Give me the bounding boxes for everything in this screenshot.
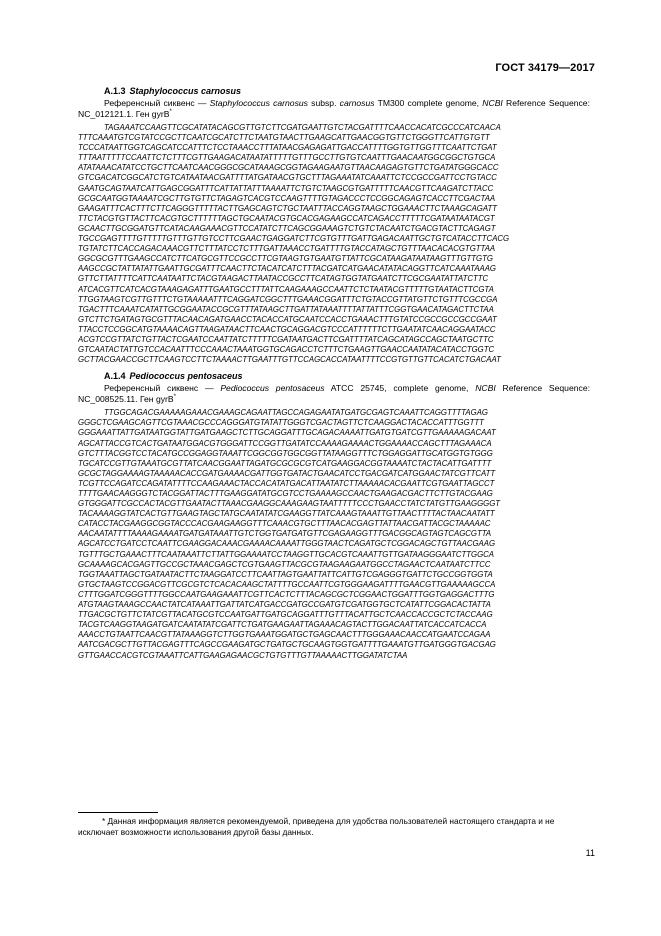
- sequence-line: ATGTAAGTAAAGCCAACTATCATAAATTGATTATCATGACCGATGCCGATGTCGATGGTGCTCATATTCGGACACTATTA: [78, 600, 491, 610]
- reference-sequence-note: [78, 383, 590, 405]
- sequence-line: GGCGCGTTTGAAGCCATCTTCATGCGTTCCGCCTTCGTAAGTGTGAATGTTATTCGCATAAGATAATAAGTTTGTTGTG: [78, 254, 493, 264]
- sequence-line: GGGAAATTATTGATAATGGTATTGATGAAGCTCTTGCAGGATTTGCAGACAAAATTGATGTGATCGTTGAAAAAGACAAT: [78, 428, 496, 438]
- reference-sequence-note: [78, 98, 590, 120]
- sequence-line: GCGCAATGGTAAAATCGCTTGTGTTCTAGAGTCACGTCCAAGTTTTGTAGACCCTCCGGCAGAGTCACCTTCGACTAA: [78, 193, 496, 203]
- sequence-line: AGCATCCTGATCCTCAATTCGAAGGACAAACGAAAACAAAATTGGGTAACTCAGATGCTCGGACAGCTGTTAACGAAG: [78, 539, 496, 549]
- sequence-line: AATCGACGCTTGTTACGAGTTTCAGCCGAAGATGCTGATGCTGCAAGTGGTGATTTTGAAATGTTGATGGGTGACGAG: [78, 640, 496, 650]
- sequence-line: GGGCTCGAAGCAGTTCGTAAACGCCCAGGGATGTATATTGGGTCGACTAGTTCTCAAGGACTACACCATTTGGTTT: [78, 418, 484, 428]
- standard-header: ГОСТ 34179—2017: [495, 62, 595, 74]
- reference-strain: TM300 complete genome,: [374, 98, 483, 108]
- section-A-1-3: [78, 86, 590, 365]
- sequence-line: CATACCTACGAAGGCGGTACCCACGAAGAAGGTTTCAAACGTGCTTTAACACGAGTTATTAACGATTACGCTAAAAAC: [78, 519, 491, 529]
- sequence-line: GTCTTCTGATAGTGCGTTTACAACAGATGAACCTACACCATGCAATCCACCTGAAACTTTGTATCCGCCGCCGCCGAAT: [78, 314, 497, 324]
- sequence-line: TGCATCCGTTGTAAATGCGTTATCAACGGAATTAGATGCGCGCGTCATGAAGGACGGTAAAATCTACTACATTGATTTT: [78, 458, 492, 468]
- section-title: [104, 371, 590, 382]
- reference-organism: Pediococcus pentosaceus: [220, 383, 325, 394]
- sequence-line: TACGTCAAGGTAAGATGATCAATATATCGATTCTGATGAAGAATTAGAAACAGTACTTGGACAATTATCACCATCACCA: [78, 620, 487, 630]
- sequence-line: TTGGTAAGTCGTTGTTTCTGTAAAAATTTCAGGATCGGCTTTGAAACGGATTTCTGTACCGTTATGTTCTGTTTCGCCGA: [78, 294, 498, 304]
- reference-accession: Reference Sequence: NC_008525.11. Ген gyrB: [78, 383, 590, 405]
- sequence-line: AAGCCGCTATTATATTGAATTGCGATTTCAACTTCTACATCATCTTTACGATCATGAACATATACAGGTTCATCAAATAAAG: [78, 264, 496, 274]
- sequence-line: ACGTCCGTTATCTGTTACTCGAATCCAATTATCTTTTTCGATAATGACTTCGATTTTATCAGCATAGCCAGCTAATGCTTC: [78, 334, 494, 344]
- footnote-divider: [78, 812, 158, 813]
- section-organism-title: Pediococcus pentosaceus: [129, 371, 243, 382]
- sequence-line: TGTATCTTCACCAGACAAACGTTCTTTATCCTCTTTGATTAAACCTGATTTTGTACCATAGCTGTTTAACACACGTGTTAA: [78, 244, 496, 254]
- sequence-line: GTCTTTACGGTCCTACATGCCGGAGGTAAATTCGGCGGTGGCGGTTATAAGGTTTCTGGAGGATTGCATGGTGTGGG: [78, 448, 493, 458]
- sequence-line: ATCACGTTCATCACGTAAAGAGATTTGAATGCCTTTATTCAAGAAAGCCAATTCTCTAATACGTTTTTGTAATACTTCGTA: [78, 284, 494, 294]
- reference-footnote-mark: *: [173, 394, 176, 401]
- page-number: 11: [585, 848, 595, 858]
- sequence-line: GCTTACGAACCGCTTCAAGTCCTTCTAAAACTTGAATTTGTTCCAGCACCATAATTTTCCGTGTTGTTCACATCTGACAAT: [78, 355, 501, 365]
- footnote-mark: *: [102, 816, 106, 826]
- reference-strain: ATCC 25745, complete genome,: [324, 383, 476, 394]
- sequence-line: GCGCTAGGAAAAGTAAAAACACCGATGAAAACGATTGGTGATACTGAACATCCTGACGATCATGGAACTATCGTTCATT: [78, 468, 496, 478]
- reference-accession: Reference Sequence: NC_012121.1. Ген gyrB: [78, 98, 590, 119]
- sequence-line: GTTCTTATTTTCATTCAATAATTCTACGTAAGACTTAATACCGCCTTCATAGTGGTATGAATCTTCGCGAATATTATCTTC: [78, 274, 489, 284]
- sections-container: [78, 86, 590, 661]
- reference-ncbi: NCBI: [475, 383, 496, 394]
- dna-sequence: [78, 123, 590, 365]
- sequence-line: AGCATTACCGTCACTGATAATGGACGTGGGATTCCGGTTGATATCCAAAAGAAAACTGGAAAACCAGCTTTAGAAACA: [78, 438, 492, 448]
- sequence-line: GTCGACATCGGCATCTGTCATAATAACGATTTTATGATAACGTGCTTTAGAAATATCAAATTCTCCGCCGATTCCTGTACC: [78, 173, 497, 183]
- section-A-1-4: [78, 371, 590, 660]
- sequence-line: TTTCAAATGTCGTATCCGCTTCAATCGCATCTTCTAATGTAACTTGAAGCATTGAACGGTGTTCTGGGTTCATTGTGTT: [78, 133, 490, 143]
- footnote-text: Данная информация является рекомендуемой, приведена для удобства пользователей настоящего стандарта и не исключает возможности использования другой базы данных.: [78, 816, 555, 837]
- footnote: [78, 812, 590, 837]
- sequence-line: TTTAATTTTTCCAATTCTCTTTCGTTGAAGACATAATATTTTTGTTTGCCTTGTGTCAATTTGAACAATGGCGGCTGTGCA: [78, 153, 496, 163]
- sequence-line: TCGTTCCAGATCCAGATATTTTCCAAGAAACTACCACATATGACATTAATATCTTAAAAACACGAATTCGTGAATTAGCCT: [78, 478, 495, 488]
- sequence-line: TCCCATAATTGGTCAGCATCCATTTCTCCTAAACCTTTATAACGAGAGATTGACCATTTTGGTGTTGGTTTCAATTCTGAT: [78, 143, 497, 153]
- sequence-line: AACAATATTTTAAAAGAAAATGATGATAAATTGTCTGGTGATGATGTTCGAGAAGGTTTGACGGCAGTAGTCAGCGTTA: [78, 529, 492, 539]
- reference-organism: Staphylococcus carnosus: [209, 98, 308, 108]
- sequence-line: GAATGCAGTAATCATTGAGCGGATTTCATTATTATTTAAAATTCTGTCTAAGCGTGATTTTTCAACGTTCAAGATCTTACC: [78, 183, 494, 193]
- reference-footnote-mark: *: [169, 109, 172, 116]
- sequence-line: TGGTAAATTAGCTGATAATACTTCTAAGGATCCTTCAATTAGTGAATTATTCATTGTCGAGGGTGATTCTGCCGGTGGTA: [78, 569, 493, 579]
- reference-ncbi: NCBI: [482, 98, 503, 108]
- reference-subspecies: carnosus: [339, 98, 375, 108]
- footnote-body: [78, 816, 590, 837]
- sequence-line: GTTGAACCACGTCGTAAATTCATTGAAGAGAACGCTGTGTTTGTTAAAAACTTGGATATCTAA: [78, 650, 408, 660]
- sequence-line: TTACCTCCGGCATGTAAAACAGTTAAGATAACTTCAACTGCAGGACGTCCCATTTTTTCTTGAATATCAACAGGAATACC: [78, 324, 496, 334]
- reference-subsp-label: subsp.: [307, 98, 340, 108]
- sequence-line: ATATAAACATATCCTGCTTCAATCAACGGGCGCATAAAGCGGTAGAAGAATGTTAACAAGAGTGTTCTGATATGGGCACC: [78, 163, 499, 173]
- sequence-line: TACAAAAGGTATCACTGTTGAAGTAGCTATGCAATATATCGAAGGTTATCAAAGTAAATTGTTAACTTTTACTAACAATATT: [78, 509, 495, 519]
- sequence-line: TTGACGCTGTTCTATCGTTACATGCGTCCAATGATTGATGCAGGATTTGTTTACATTGCTCAACCACCGCTCTACCAAG: [78, 610, 493, 620]
- dna-sequence: [78, 408, 590, 660]
- sequence-line: GAAGATTTCACTTTCTTCAGGGTTTTTACTTGAGCAGTCTGCTAATTTACCAGGTAAGCTGGAAACTTCTAAAGCAGATT: [78, 203, 497, 213]
- reference-prefix: Референсный сиквенс —: [104, 98, 210, 108]
- main-content: [78, 86, 590, 667]
- sequence-line: TTTTGAACAAGGGTCTACGGATTACTTTGAAGGATATGCGTCCTGAAAAGCCAACTGAAGACGACTTCTTGTACGAAG: [78, 489, 493, 498]
- section-number: A.1.3: [104, 86, 126, 96]
- sequence-line: TGACTTTCAAATCATATTGCGGAATACCGCGTTTATAAGCTTGATTATAAATTTTATTATTTCGGTGAACATAGACTTCTAA: [78, 304, 494, 314]
- section-title: [104, 86, 590, 97]
- section-organism-title: Staphylococcus carnosus: [129, 86, 242, 96]
- sequence-line: CTTTGGATCGGGTTTTGGCCAATGAAGAAATTCGTTCACTCTTTACAGCGCTCGGAACTGGATTTGGTGAGGACTTTG: [78, 589, 495, 599]
- sequence-line: TTGGCAGACGAAAAAGAAACGAAAGCAGAATTAGCCAGAGAATATGATGCGAGTCAAATTCAGGTTTTAGAG: [104, 408, 488, 418]
- sequence-line: GCAAAAGCACGAGTTGCCGCTAAACGAGCTCGTGAAGTTACGCGTAAGAAGAATGGCCTAGAACTCAATAATCTTCC: [78, 559, 491, 569]
- sequence-line: AAACCTGTAATTCAACGTTATAAAGGTCTTGGTGAAATGGATGCTGAGCAACTTTGGGAAACAACCATGAATCCAGAA: [78, 630, 491, 640]
- reference-prefix: Референсный сиквенс —: [104, 383, 221, 394]
- sequence-line: TAGAAATCCAAGTTCGCATATACAGCGTTGTCTTCGATGAATTGTCTACGATTTTCAACCACATCGCCCATCAACA: [104, 123, 501, 132]
- sequence-line: GCAACTTGCGGATGTTCATACAAGAAACGTTCCATATCTTCAGCGGAAAGTCTGTCTACAATCTGACGTACTTCAGAGT: [78, 223, 496, 233]
- section-number: A.1.4: [104, 371, 126, 382]
- sequence-line: GTGCTAAGTCCGGACGTTCGCGTCTCACACAAGCTATTTTGCCAATTCGTGGGAAGATTTTGAACGTTGAAAAAGCCA: [78, 579, 496, 589]
- sequence-line: TGTTTGCTGAAACTTTCAATAAATTCTTATTGGAAAATCCTAAGGTTGCACGTCAAATTGTTGATAAGGGAATCTTGGCA: [78, 549, 494, 559]
- sequence-line: TTCTACGTGTTACTTCACGTGCTTTTTTAGCTGCAATACGTGCACGAGAAGCCATCAGACCTTTTTCGATAATAATACGT: [78, 213, 495, 223]
- sequence-line: GTCAATACTATTGTCCACAATTTCCCAAACTAAATGGTGCAGACCTCTTTCTGAAGTTGAACCAATATACATACCTGGTC: [78, 345, 495, 355]
- sequence-line: GTGGGATTCGCCACTACGTTGAATACTTAAACGAAGGCAAAGAAGTAATTTTTCCCTGAACCTATCTATGTTGAAGGGGT: [78, 499, 501, 509]
- sequence-line: TGCCGAGTTTTGTTTTTGTTTGTTGTCCTTCGAACTGAGGATCTTCGTGTTTGATTGAGACAATTGCTGTCATACCTTCACG: [78, 234, 510, 244]
